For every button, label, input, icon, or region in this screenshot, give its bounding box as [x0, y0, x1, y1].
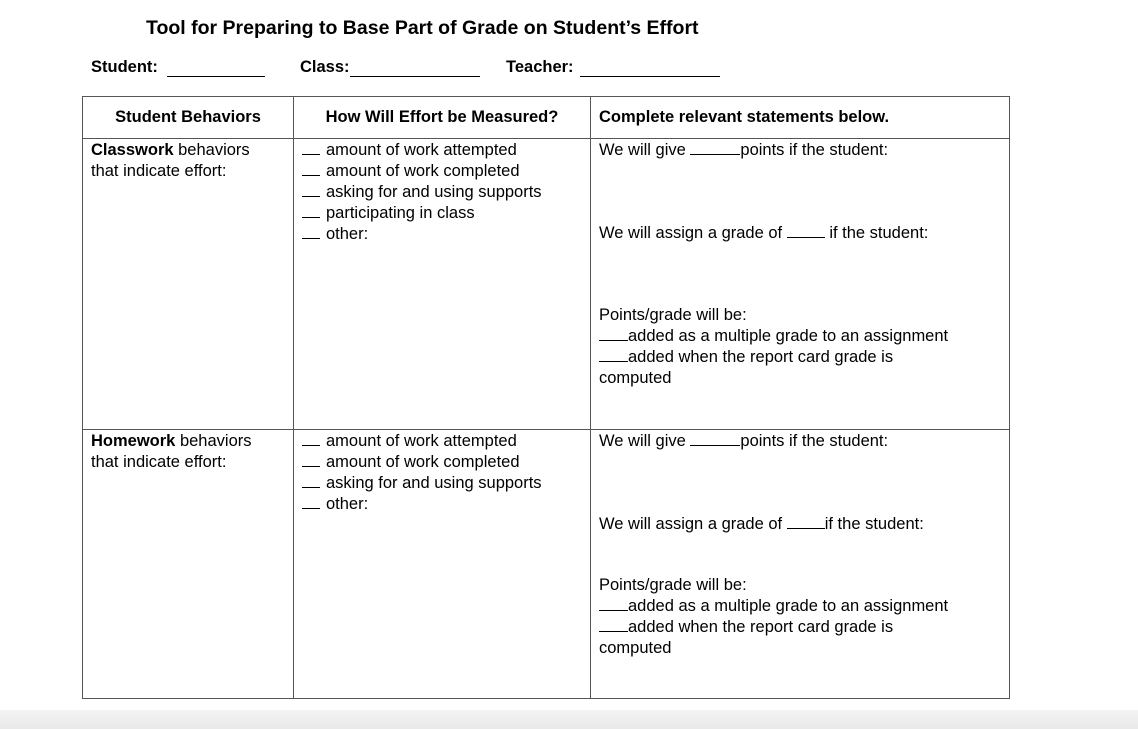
checkbox-blank[interactable]	[302, 203, 320, 218]
homework-row	[83, 430, 1010, 699]
window-bottom-bar	[0, 710, 1138, 729]
checkbox-blank[interactable]	[302, 431, 320, 446]
assign-prefix: We will assign a grade of	[599, 224, 783, 242]
student-blank[interactable]	[167, 59, 265, 77]
checkbox-blank[interactable]	[302, 452, 320, 467]
points-option-label: added as a multiple grade to an assignment	[628, 597, 949, 615]
measure-label: asking for and using supports	[326, 183, 542, 201]
measure-label: amount of work attempted	[326, 141, 517, 159]
measure-option[interactable]	[302, 161, 590, 182]
assign-grade-statement	[599, 223, 1009, 244]
points-option-continued: computed	[599, 369, 672, 387]
measure-option[interactable]	[302, 224, 590, 245]
header-student-behaviors: Student Behaviors	[83, 97, 294, 139]
give-suffix: points if the student:	[740, 141, 889, 159]
points-option-label: added when the report card grade is	[628, 348, 894, 366]
checkbox-blank[interactable]	[302, 224, 320, 239]
homework-statements-cell	[591, 430, 1010, 699]
student-field[interactable]	[91, 58, 265, 77]
measure-label: amount of work completed	[326, 162, 520, 180]
give-prefix: We will give	[599, 432, 686, 450]
measure-label: other:	[326, 225, 369, 243]
classwork-label-rest: behaviors	[173, 141, 250, 159]
classwork-label: Classwork	[91, 141, 174, 159]
points-option[interactable]	[599, 596, 1009, 617]
class-blank[interactable]	[350, 59, 480, 77]
classwork-measures-cell	[294, 139, 591, 430]
student-label: Student:	[91, 58, 158, 76]
points-option[interactable]	[599, 617, 1009, 638]
points-grade-block	[599, 305, 1009, 389]
measure-label: amount of work attempted	[326, 432, 517, 450]
option-blank[interactable]	[599, 596, 628, 611]
points-grade-block	[599, 575, 1009, 659]
document-title: Tool for Preparing to Base Part of Grade on Student’s Effort	[146, 17, 699, 39]
homework-measures-cell	[294, 430, 591, 699]
teacher-label: Teacher:	[506, 58, 574, 76]
classwork-statements-cell	[591, 139, 1010, 430]
grade-blank[interactable]	[787, 514, 825, 529]
option-blank[interactable]	[599, 617, 628, 632]
assign-suffix: if the student:	[829, 224, 929, 242]
effort-table	[82, 96, 1010, 699]
measure-label: amount of work completed	[326, 453, 520, 471]
header-how-measured: How Will Effort be Measured?	[294, 97, 591, 139]
points-option[interactable]	[599, 326, 1009, 347]
measure-label: other:	[326, 495, 369, 513]
measure-option[interactable]	[302, 494, 590, 515]
option-blank[interactable]	[599, 347, 628, 362]
points-option[interactable]	[599, 347, 1009, 368]
checkbox-blank[interactable]	[302, 161, 320, 176]
points-option-label: added when the report card grade is	[628, 618, 894, 636]
measure-label: asking for and using supports	[326, 474, 542, 492]
measure-option[interactable]	[302, 452, 590, 473]
give-points-statement	[599, 430, 1009, 452]
measure-option[interactable]	[302, 140, 590, 161]
points-heading: Points/grade will be:	[599, 306, 747, 324]
measure-option[interactable]	[302, 473, 590, 494]
give-prefix: We will give	[599, 141, 686, 159]
header-row	[83, 97, 1010, 139]
class-field[interactable]	[300, 58, 480, 77]
checkbox-blank[interactable]	[302, 140, 320, 155]
classwork-label-line2: that indicate effort:	[91, 162, 227, 180]
header-complete-statements: Complete relevant statements below.	[591, 97, 1010, 139]
teacher-field[interactable]	[506, 58, 720, 77]
checkbox-blank[interactable]	[302, 494, 320, 509]
homework-label-line2: that indicate effort:	[91, 453, 227, 471]
points-blank[interactable]	[690, 140, 740, 155]
assign-grade-statement	[599, 514, 1009, 535]
homework-label: Homework	[91, 432, 176, 450]
points-option-continued: computed	[599, 639, 672, 657]
class-label: Class:	[300, 58, 350, 76]
teacher-blank[interactable]	[580, 59, 720, 77]
measure-option[interactable]	[302, 182, 590, 203]
checkbox-blank[interactable]	[302, 182, 320, 197]
measure-option[interactable]	[302, 203, 590, 224]
give-suffix: points if the student:	[740, 432, 889, 450]
points-heading: Points/grade will be:	[599, 576, 747, 594]
homework-label-rest: behaviors	[175, 432, 252, 450]
measure-label: participating in class	[326, 204, 475, 222]
assign-suffix: if the student:	[824, 515, 924, 533]
points-option-label: added as a multiple grade to an assignment	[628, 327, 949, 345]
classwork-row	[83, 139, 1010, 430]
points-blank[interactable]	[690, 431, 740, 446]
classwork-behavior-cell	[83, 139, 294, 430]
give-points-statement	[599, 139, 1009, 161]
homework-behavior-cell	[83, 430, 294, 699]
assign-prefix: We will assign a grade of	[599, 515, 783, 533]
option-blank[interactable]	[599, 326, 628, 341]
grade-blank[interactable]	[787, 223, 825, 238]
measure-option[interactable]	[302, 431, 590, 452]
checkbox-blank[interactable]	[302, 473, 320, 488]
